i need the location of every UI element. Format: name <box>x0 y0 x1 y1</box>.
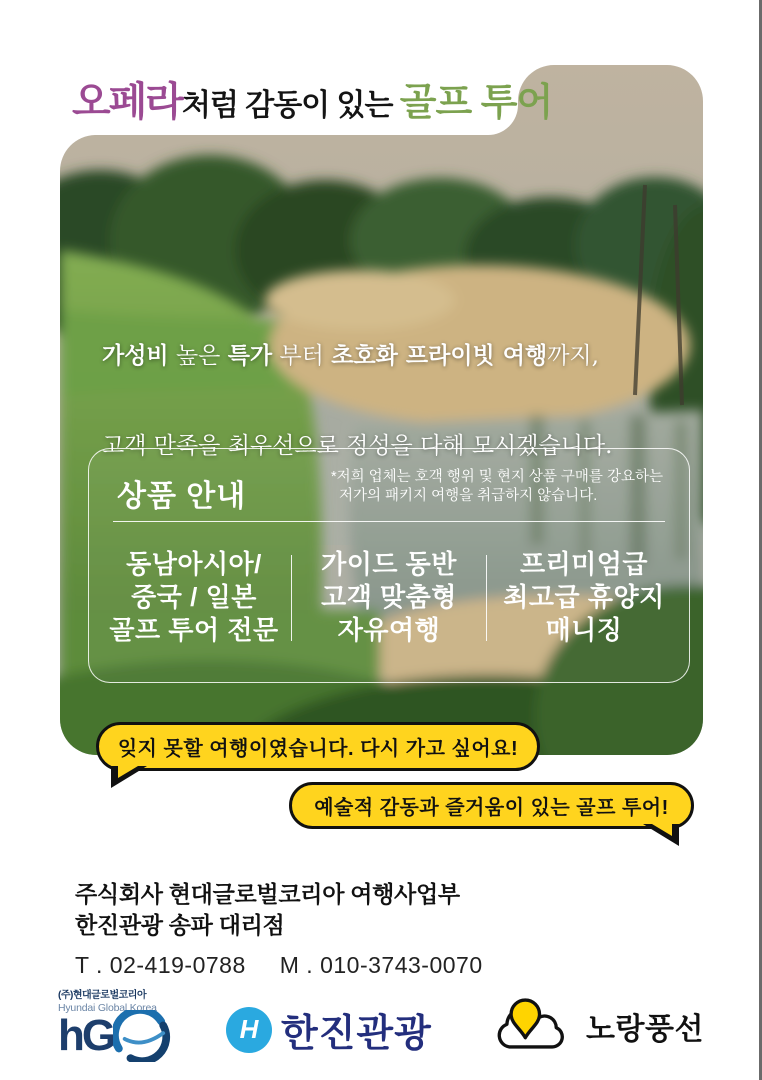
phone-tel: T . 02-419-0788 <box>75 952 246 978</box>
disclaimer-line1: *저희 업체는 호객 행위 및 현지 상품 구매를 강요하는 <box>330 469 663 485</box>
col1-line2: 중국 / 일본 <box>131 582 257 612</box>
col3-line2: 최고급 휴양지 <box>503 582 665 612</box>
hyundai-global-korea-logo <box>58 986 171 1062</box>
column-southeast-asia <box>97 548 291 647</box>
col1-line3: 골프 투어 전문 <box>109 615 279 645</box>
company-name-line1: 주식회사 현대글로벌코리아 여행사업부 <box>75 881 460 907</box>
company-name-line2: 한진관광 송파 대리점 <box>75 912 285 938</box>
column-premium-resort <box>487 548 681 647</box>
yellow-balloon-logo-text: 노랑풍선 <box>586 1013 704 1046</box>
title-word-golf-tour: 골프 투어 <box>399 82 553 124</box>
card-columns <box>97 548 681 647</box>
hanjin-travel-logo <box>226 1002 432 1057</box>
hero-bold-3: 초호화 프라이빗 여행 <box>331 342 548 369</box>
card-divider <box>113 521 665 522</box>
hero-plain-2: 부터 <box>272 343 332 369</box>
hero-bold-2: 특가 <box>227 342 273 369</box>
hyundai-en-text: Hyundai Global Korea <box>58 1002 157 1014</box>
phone-numbers <box>75 952 483 979</box>
hero-plain-3: 까지, <box>547 343 599 369</box>
column-guided-custom <box>292 548 486 647</box>
card-disclaimer <box>331 468 663 506</box>
phone-mobile: M . 010-3743-0070 <box>279 952 483 978</box>
col2-line1: 가이드 동반 <box>321 549 457 579</box>
hero-tagline-line2: 고객 만족을 최우선으로 정성을 다해 모시겠습니다. <box>102 433 613 459</box>
col2-line3: 자유여행 <box>337 615 441 645</box>
hanjin-logo-text: 한진관광 <box>281 1013 432 1055</box>
product-info-card <box>88 448 690 683</box>
disclaimer-line2: 저가의 패키지 여행을 취급하지 않습니다. <box>338 488 598 504</box>
testimonial-bubble-1: 잊지 못할 여행이였습니다. 다시 가고 싶어요! <box>96 722 540 771</box>
yellow-balloon-logo <box>486 995 704 1057</box>
hero-tagline-line1 <box>102 341 612 371</box>
col2-line2: 고객 맞춤형 <box>321 582 457 612</box>
title-word-opera: 오페라 <box>72 80 182 124</box>
hyundai-kr-text: (주)현대글로벌코리아 <box>58 990 147 1001</box>
card-title: 상품 안내 <box>117 480 247 513</box>
page-title <box>72 70 552 127</box>
col3-line1: 프리미엄급 <box>519 549 649 579</box>
hero-plain-1: 높은 <box>168 343 228 369</box>
testimonial-bubble-2: 예술적 감동과 즐거움이 있는 골프 투어! <box>289 782 694 829</box>
globe-swoosh-icon <box>113 1010 171 1062</box>
cloud-balloon-icon <box>486 995 578 1057</box>
hg-monogram: hG <box>58 1011 114 1060</box>
hanjin-circle-icon: H <box>226 1007 272 1053</box>
contact-block <box>75 879 483 979</box>
col1-line1: 동남아시아/ <box>126 549 262 579</box>
hero-bold-1: 가성비 <box>102 342 169 369</box>
col3-line3: 매니징 <box>545 615 623 645</box>
title-middle-text: 처럼 감동이 있는 <box>181 89 400 122</box>
